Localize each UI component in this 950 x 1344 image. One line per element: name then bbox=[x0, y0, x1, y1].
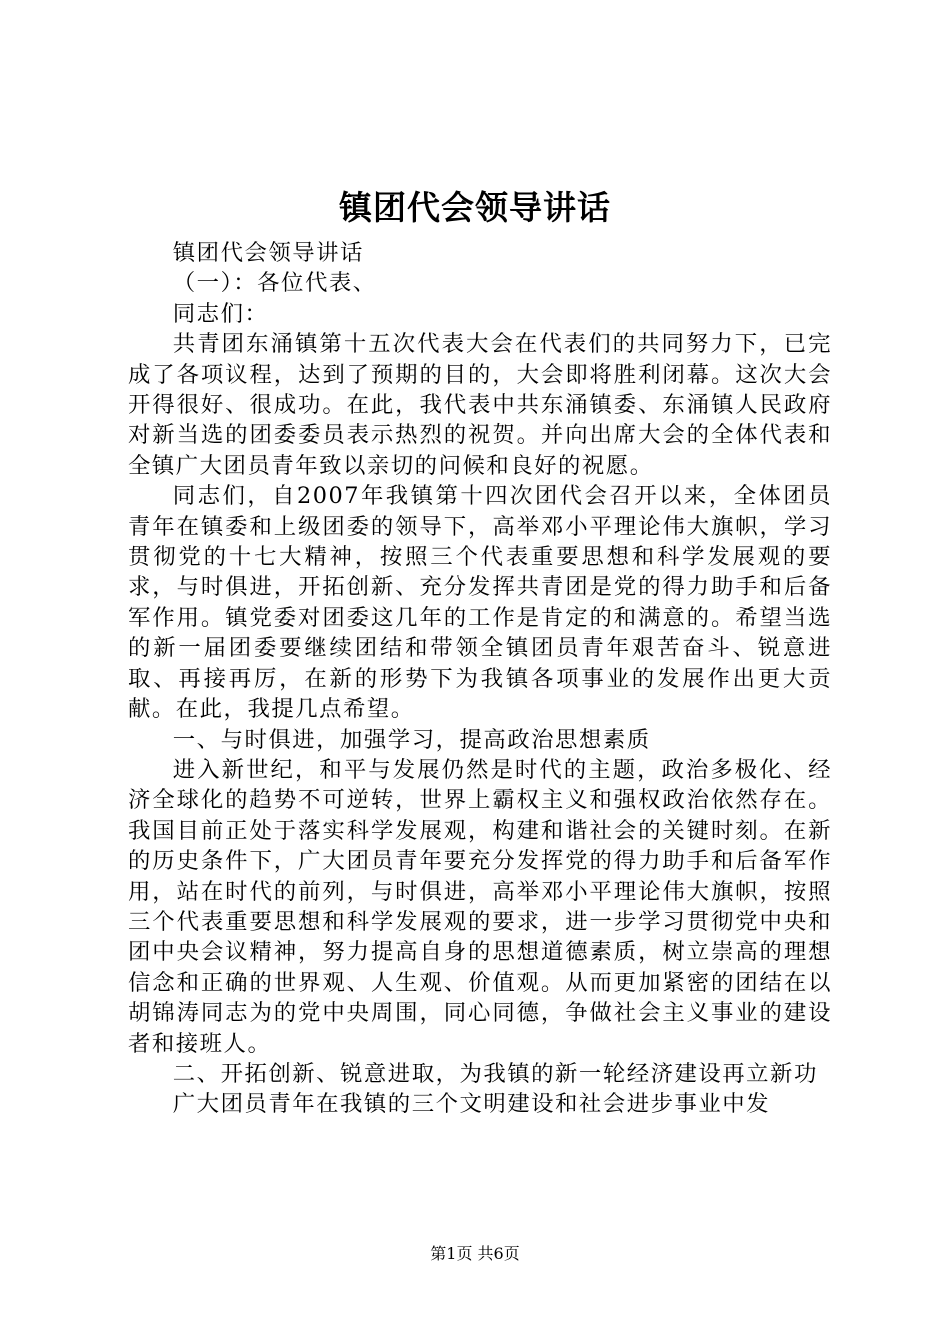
paragraph-review: 同志们，自2007年我镇第十四次团代会召开以来，全体团员青年在镇委和上级团委的领导下，高举邓小平理论伟大旗帜，学习贯彻党的十七大精神，按照三个代表重要思想和科学发展观的要求，与时俱进，开拓创新、充分发挥共青团是党的得力助手和后备军作用。镇党委对团委这几年的工作是肯定的和满意的。希望当选的新一届团委要继续团结和带领全镇团员青年艰苦奋斗、锐意进取、再接再厉，在新的形势下为我镇各项事业的发展作出更大贡献。在此，我提几点希望。 bbox=[128, 483, 832, 723]
paragraph-salutation-2: 同志们： bbox=[172, 300, 269, 327]
document-body bbox=[128, 238, 832, 1120]
paragraph-section-1: 进入新世纪，和平与发展仍然是时代的主题，政治多极化、经济全球化的趋势不可逆转，世界上霸权主义和强权政治依然存在。我国目前正处于落实科学发展观，构建和谐社会的关键时刻。在新的历史条件下，广大团员青年要充分发挥党的得力助手和后备军作用，站在时代的前列，与时俱进，高举邓小平理论伟大旗帜，按照三个代表重要思想和科学发展观的要求，进一步学习贯彻党中央和团中央会议精神，努力提高自身的思想道德素质，树立崇高的理想信念和正确的世界观、人生观、价值观。从而更加紧密的团结在以胡锦涛同志为的党中央周围，同心同德，争做社会主义事业的建设者和接班人。 bbox=[128, 756, 832, 1057]
paragraph-section-2: 广大团员青年在我镇的三个文明建设和社会进步事业中发 bbox=[172, 1091, 771, 1118]
paragraph-subtitle: 镇团代会领导讲话 bbox=[172, 240, 364, 266]
document-title: 镇团代会领导讲话 bbox=[339, 188, 611, 227]
paragraph-opening: 共青团东涌镇第十五次代表大会在代表们的共同努力下，已完成了各项议程，达到了预期的目的，大会即将胜利闭幕。这次大会开得很好、很成功。在此，我代表中共东涌镇委、东涌镇人民政府对新当选的团委委员表示热烈的祝贺。并向出席大会的全体代表和全镇广大团员青年致以亲切的问候和良好的祝愿。 bbox=[128, 331, 832, 479]
paragraph-salutation-1: （一）：各位代表、 bbox=[172, 270, 377, 297]
section-heading-1: 一、与时俱进，加强学习，提高政治思想素质 bbox=[172, 726, 651, 753]
section-heading-2: 二、开拓创新、锐意进取，为我镇的新一轮经济建设再立新功 bbox=[172, 1060, 818, 1087]
page-footer: 第1页 共6页 bbox=[430, 1244, 520, 1263]
